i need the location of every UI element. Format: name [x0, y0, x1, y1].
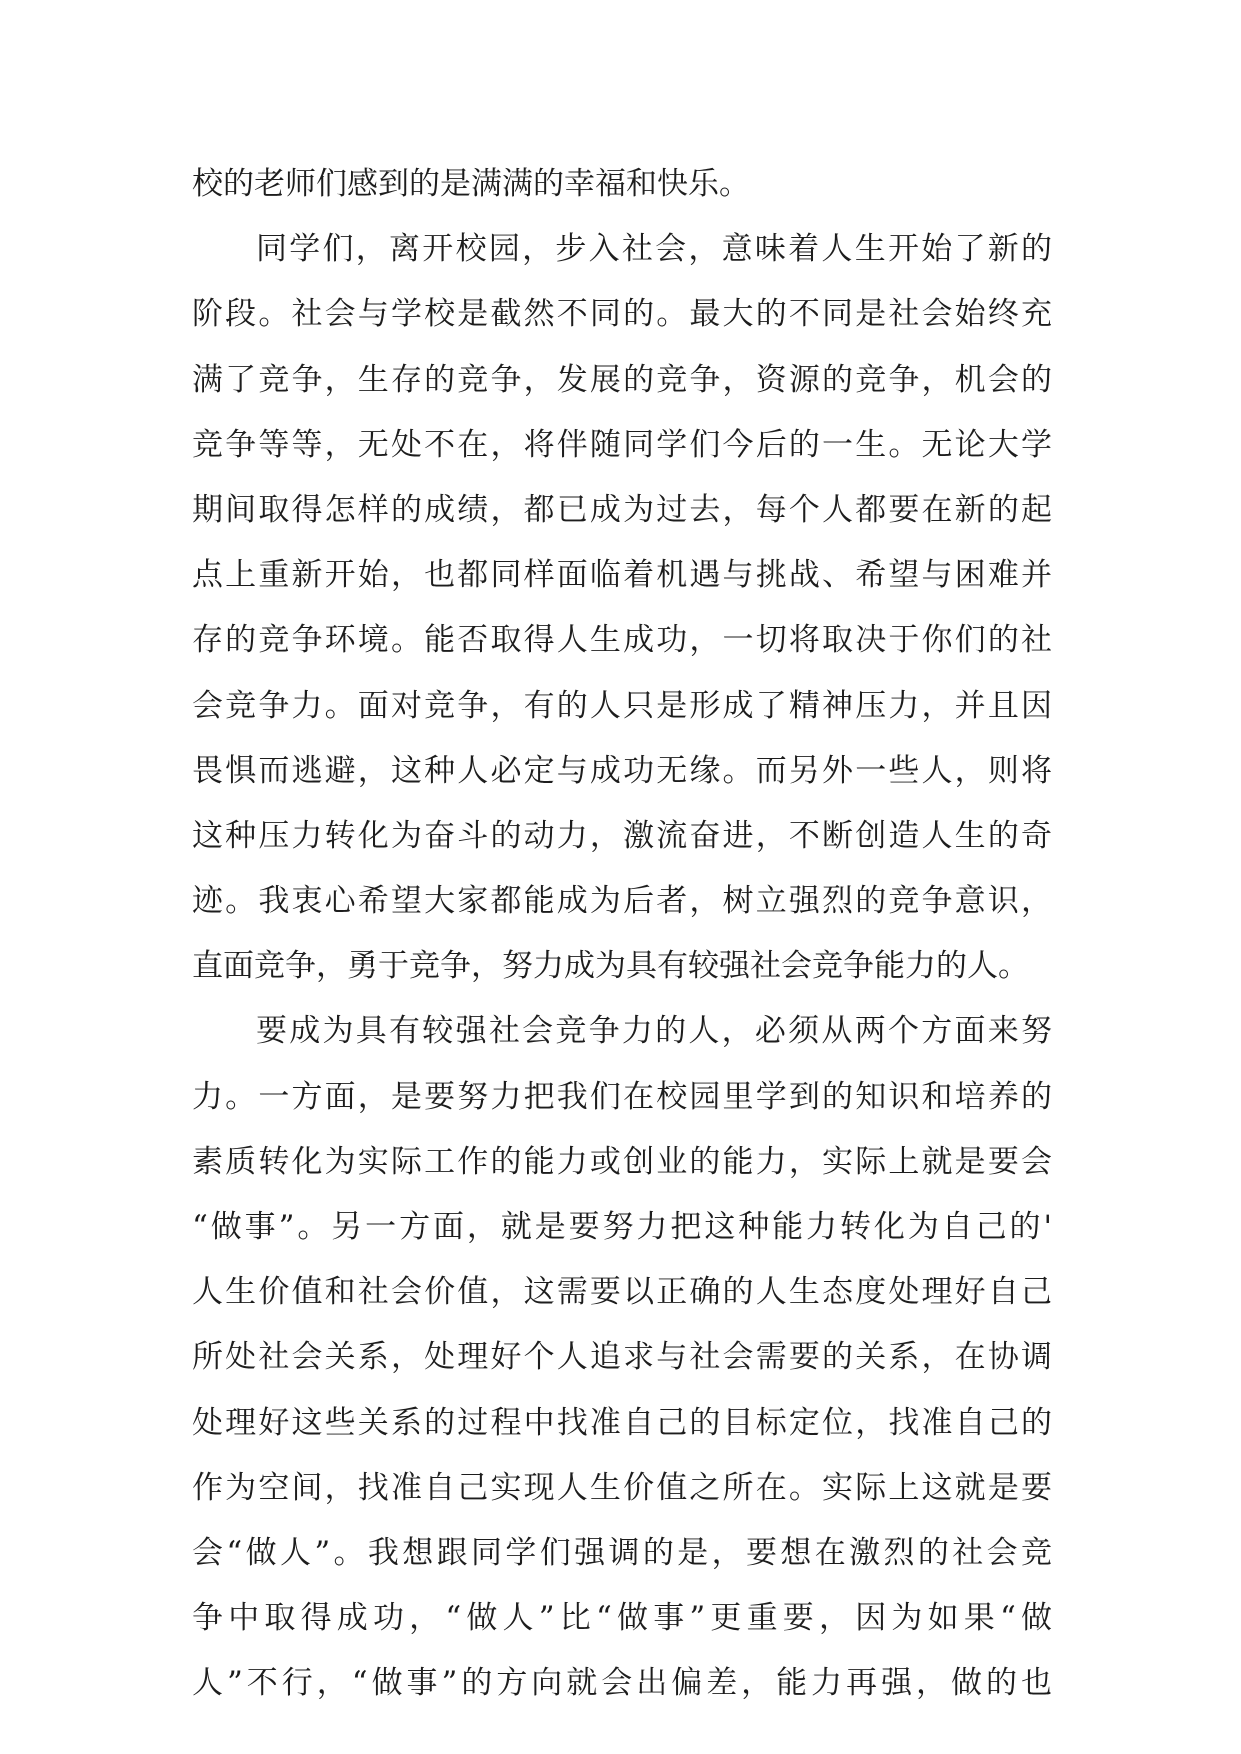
text-line: 存的竞争环境。能否取得人生成功，一切将取决于你们的社: [192, 622, 1052, 659]
text-line: 人生价值和社会价值，这需要以正确的人生态度处理好自己: [192, 1274, 1052, 1311]
text-line: 力。一方面，是要努力把我们在校园里学到的知识和培养的: [192, 1078, 1052, 1115]
text-line: 作为空间，找准自己实现人生价值之所在。实际上这就是要: [192, 1469, 1052, 1506]
text-line: 点上重新开始，也都同样面临着机遇与挑战、希望与困难并: [192, 557, 1052, 594]
text-line: 素质转化为实际工作的能力或创业的能力，实际上就是要会: [192, 1143, 1052, 1180]
body-text: [192, 152, 1052, 1717]
text-line: 处理好这些关系的过程中找准自己的目标定位，找准自己的: [192, 1404, 1052, 1441]
text-line: 人”不行，“做事”的方向就会出偏差，能力再强，做的也: [192, 1665, 1052, 1702]
text-line: “做事”。另一方面，就是要努力把这种能力转化为自己的': [192, 1209, 1052, 1245]
text-line: 畏惧而逃避，这种人必定与成功无缘。而另外一些人，则将: [192, 752, 1052, 789]
text-line: 期间取得怎样的成绩，都已成为过去，每个人都要在新的起: [192, 491, 1052, 528]
text-line: 直面竞争，勇于竞争，努力成为具有较强社会竞争能力的人。: [192, 948, 1029, 985]
paragraph-start-line: 要成为具有较强社会竞争力的人，必须从两个方面来努: [256, 1013, 1052, 1050]
text-line: 争中取得成功，“做人”比“做事”更重要，因为如果“做: [192, 1600, 1052, 1637]
text-line: 会竞争力。面对竞争，有的人只是形成了精神压力，并且因: [192, 687, 1052, 724]
text-line: 校的老师们感到的是满满的幸福和快乐。: [192, 166, 750, 202]
text-line: 阶段。社会与学校是截然不同的。最大的不同是社会始终充: [192, 296, 1052, 333]
text-line: 所处社会关系，处理好个人追求与社会需要的关系，在协调: [192, 1339, 1052, 1376]
text-line: 会“做人”。我想跟同学们强调的是，要想在激烈的社会竞: [192, 1534, 1052, 1571]
text-line: 满了竞争，生存的竞争，发展的竞争，资源的竞争，机会的: [192, 361, 1052, 398]
text-line: 竞争等等，无处不在，将伴随同学们今后的一生。无论大学: [192, 426, 1052, 463]
text-line: 迹。我衷心希望大家都能成为后者，树立强烈的竞争意识，: [192, 883, 1052, 920]
text-line: 这种压力转化为奋斗的动力，激流奋进，不断创造人生的奇: [192, 817, 1052, 854]
paragraph-start-line: 同学们，离开校园，步入社会，意味着人生开始了新的: [256, 231, 1052, 268]
